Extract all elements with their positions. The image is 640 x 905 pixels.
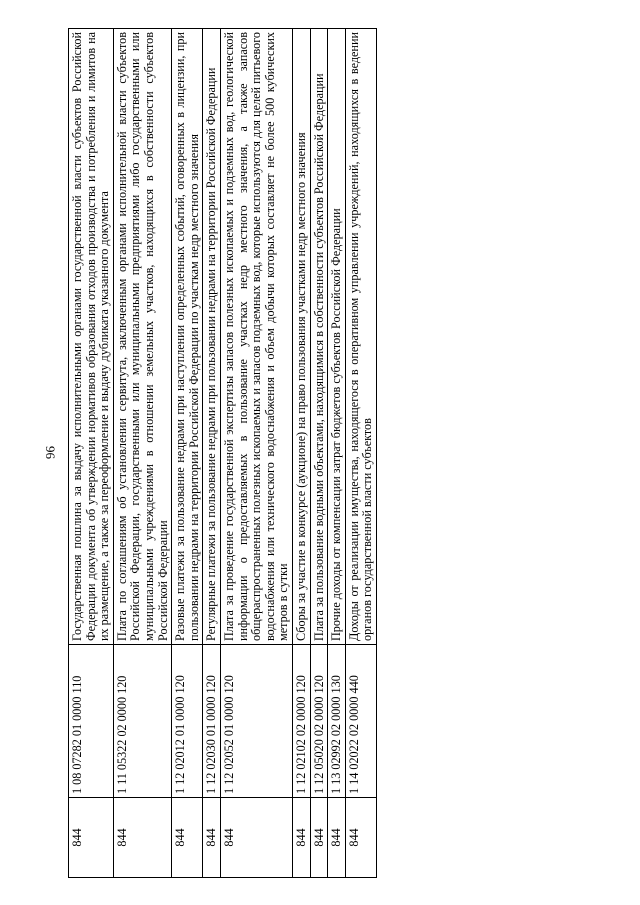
budget-code-cell: 1 14 02022 02 0000 440 [345, 645, 376, 798]
admin-code-cell: 844 [345, 798, 376, 878]
revenue-name-cell: Разовые платежи за пользование недрами при наступлении определенных событий, оговоренных в лицензии, при пользовании недрами на территории Российской Федерации по участкам недр местного значения [172, 29, 203, 645]
admin-code-cell: 844 [310, 798, 328, 878]
table-row [203, 29, 221, 878]
revenue-name-cell: Государственная пошлина за выдачу исполнительными органами государственной власти субъектов Российской Федерации документа об утверждении нормативов образования отходов производства и потребления и лимитов на их размещение, а также за переоформление и выдачу дубликата указанного документа [69, 29, 114, 645]
revenue-name-cell: Плата по соглашениям об установлении сервитута, заключенным органами исполнительной власти субъектов Российской Федерации, государственными или муниципальными предприятиями либо государственными или муниципальными учреждениями в отношении земельных участков, находящихся в собственности субъектов Российской Федерации [113, 29, 171, 645]
page-number: 96 [43, 446, 58, 459]
table-row [345, 29, 376, 878]
table-row [310, 29, 328, 878]
table-row [220, 29, 292, 878]
budget-code-cell: 1 12 02052 01 0000 120 [220, 645, 292, 798]
admin-code-cell: 844 [203, 798, 221, 878]
rotated-page-content [68, 28, 568, 878]
admin-code-cell: 844 [328, 798, 346, 878]
revenue-codes-table [68, 28, 377, 878]
budget-code-cell: 1 11 05322 02 0000 120 [113, 645, 171, 798]
table-row [69, 29, 114, 878]
revenue-name-cell: Сборы за участие в конкурсе (аукционе) на право пользования участками недр местного значения [292, 29, 310, 645]
table-row [113, 29, 171, 878]
admin-code-cell: 844 [292, 798, 310, 878]
budget-code-cell: 1 13 02992 02 0000 130 [328, 645, 346, 798]
budget-code-cell: 1 12 02030 01 0000 120 [203, 645, 221, 798]
revenue-name-cell: Плата за пользование водными объектами, находящимися в собственности субъектов Российской Федерации [310, 29, 328, 645]
budget-code-cell: 1 12 02012 01 0000 120 [172, 645, 203, 798]
table-row [328, 29, 346, 878]
budget-code-cell: 1 08 07282 01 0000 110 [69, 645, 114, 798]
admin-code-cell: 844 [113, 798, 171, 878]
admin-code-cell: 844 [69, 798, 114, 878]
budget-code-cell: 1 12 05020 02 0000 120 [310, 645, 328, 798]
table-row [172, 29, 203, 878]
revenue-name-cell: Доходы от реализации имущества, находящегося в оперативном управлении учреждений, находящихся в ведении органов государственной власти субъектов [345, 29, 376, 645]
revenue-name-cell: Плата за проведение государственной экспертизы запасов полезных ископаемых и подземных вод, геологической информации о предоставляемых в пользование участках недр местного значения, а также запасов общераспространенных полезных ископаемых и запасов подземных вод, которые используются для целей питьевого водоснабжения или технического водоснабжения и объем добычи которых составляет не более 500 кубических метров в сутки [220, 29, 292, 645]
admin-code-cell: 844 [220, 798, 292, 878]
table-row [292, 29, 310, 878]
revenue-name-cell: Регулярные платежи за пользование недрами при пользовании недрами на территории Российской Федерации [203, 29, 221, 645]
revenue-name-cell: Прочие доходы от компенсации затрат бюджетов субъектов Российской Федерации [328, 29, 346, 645]
budget-code-cell: 1 12 02102 02 0000 120 [292, 645, 310, 798]
admin-code-cell: 844 [172, 798, 203, 878]
